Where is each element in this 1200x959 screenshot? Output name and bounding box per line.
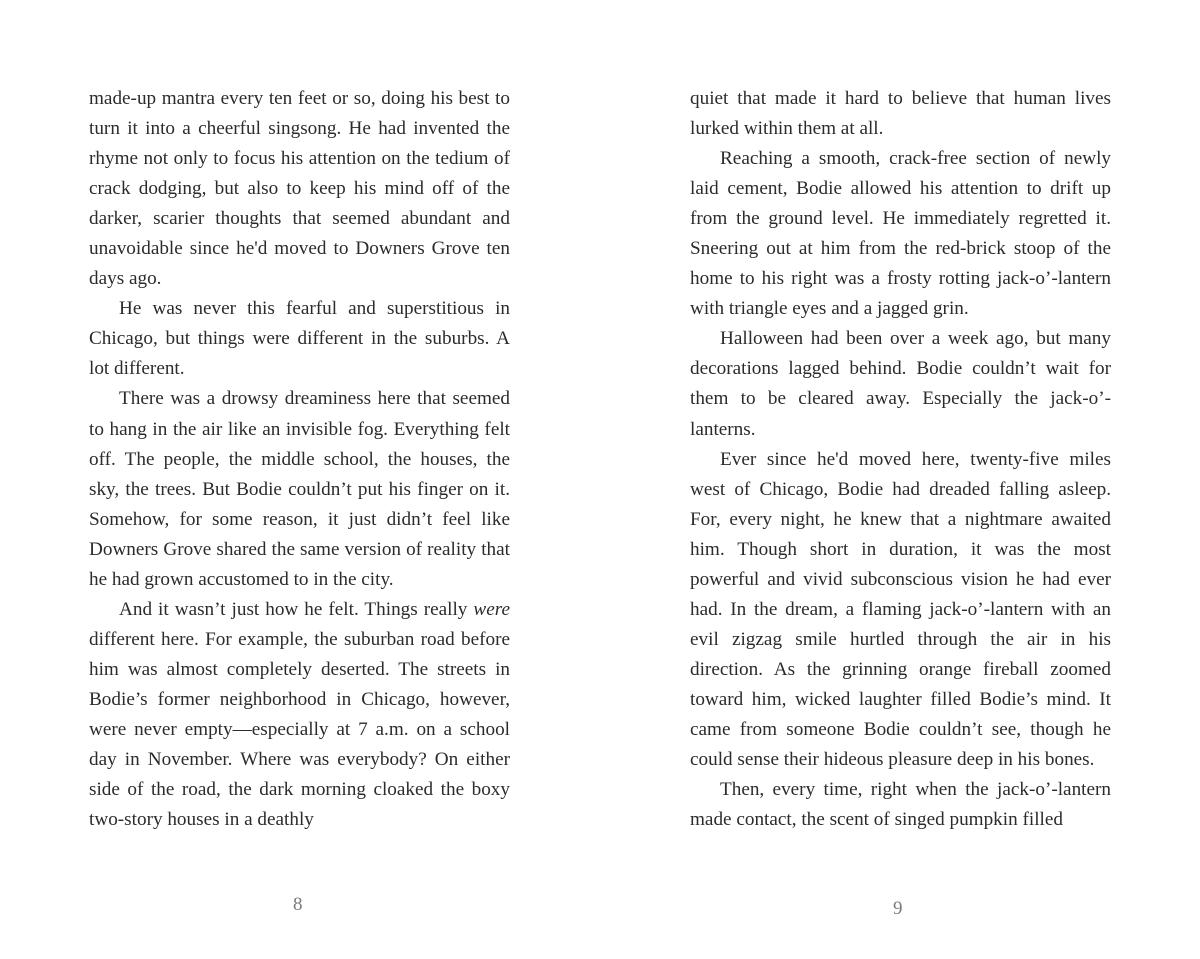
left-page: [89, 84, 510, 835]
right-paragraph-3: Halloween had been over a week ago, but many decorations lagged behind. Bodie couldn’t wait for them to be cleared away. Especially the jack-o’-lanterns.: [690, 328, 1111, 440]
right-paragraph-1: quiet that made it hard to believe that human lives lurked within them at all.: [690, 88, 1111, 140]
page-number-right: 9: [893, 898, 903, 919]
left-paragraph-4-rest: different here. For example, the suburban road before him was almost completely deserted. The streets in Bodie’s former neighborhood in Chicago, however, were never empty—especially at 7 a.m. on a school day in November. Where was everybody? On either side of the road, the dark morning cloaked the boxy two-story houses in a deathly: [89, 628, 510, 831]
right-paragraph-5: Then, every time, right when the jack-o’-lantern made contact, the scent of singed pumpkin filled: [690, 779, 1111, 831]
left-paragraph-2: He was never this fearful and superstitious in Chicago, but things were different in the suburbs. A lot different.: [89, 298, 510, 380]
left-paragraph-4-start: And it wasn’t just how he felt. Things really: [119, 598, 474, 620]
right-paragraph-2: Reaching a smooth, crack-free section of newly laid cement, Bodie allowed his attention to drift up from the ground level. He immediately regretted it. Sneering out at him from the red-brick stoop of the home to his right was a frosty rotting jack-o’-lantern with triangle eyes and a jagged grin.: [690, 148, 1111, 320]
left-paragraph-4-emphasis: were: [473, 598, 510, 620]
left-paragraph-1: made-up mantra every ten feet or so, doing his best to turn it into a cheerful singsong. He had invented the rhyme not only to focus his attention on the tedium of crack dodging, but also to keep his mind off of the darker, scarier thoughts that seemed abundant and unavoidable since he'd moved to Downers Grove ten days ago.: [89, 88, 510, 290]
left-paragraph-3: There was a drowsy dreaminess here that seemed to hang in the air like an invisible fog. Everything felt off. The people, the middle school, the houses, the sky, the trees. But Bodie couldn’t put his finger on it. Somehow, for some reason, it just didn’t feel like Downers Grove shared the same version of reality that he had grown accustomed to in the city.: [89, 388, 510, 590]
page-number-left: 8: [293, 894, 303, 915]
right-paragraph-4: Ever since he'd moved here, twenty-five miles west of Chicago, Bodie had dreaded falling asleep. For, every night, he knew that a nightmare awaited him. Though short in duration, it was the most powerful and vivid subconscious vision he had ever had. In the dream, a flaming jack-o’-lantern with an evil zigzag smile hurtled through the air in his direction. As the grinning orange fireball zoomed toward him, wicked laughter filled Bodie’s mind. It came from someone Bodie couldn’t see, though he could sense their hideous pleasure deep in his bones.: [690, 448, 1111, 771]
right-page: [690, 84, 1111, 835]
left-paragraph-4: [89, 595, 510, 835]
